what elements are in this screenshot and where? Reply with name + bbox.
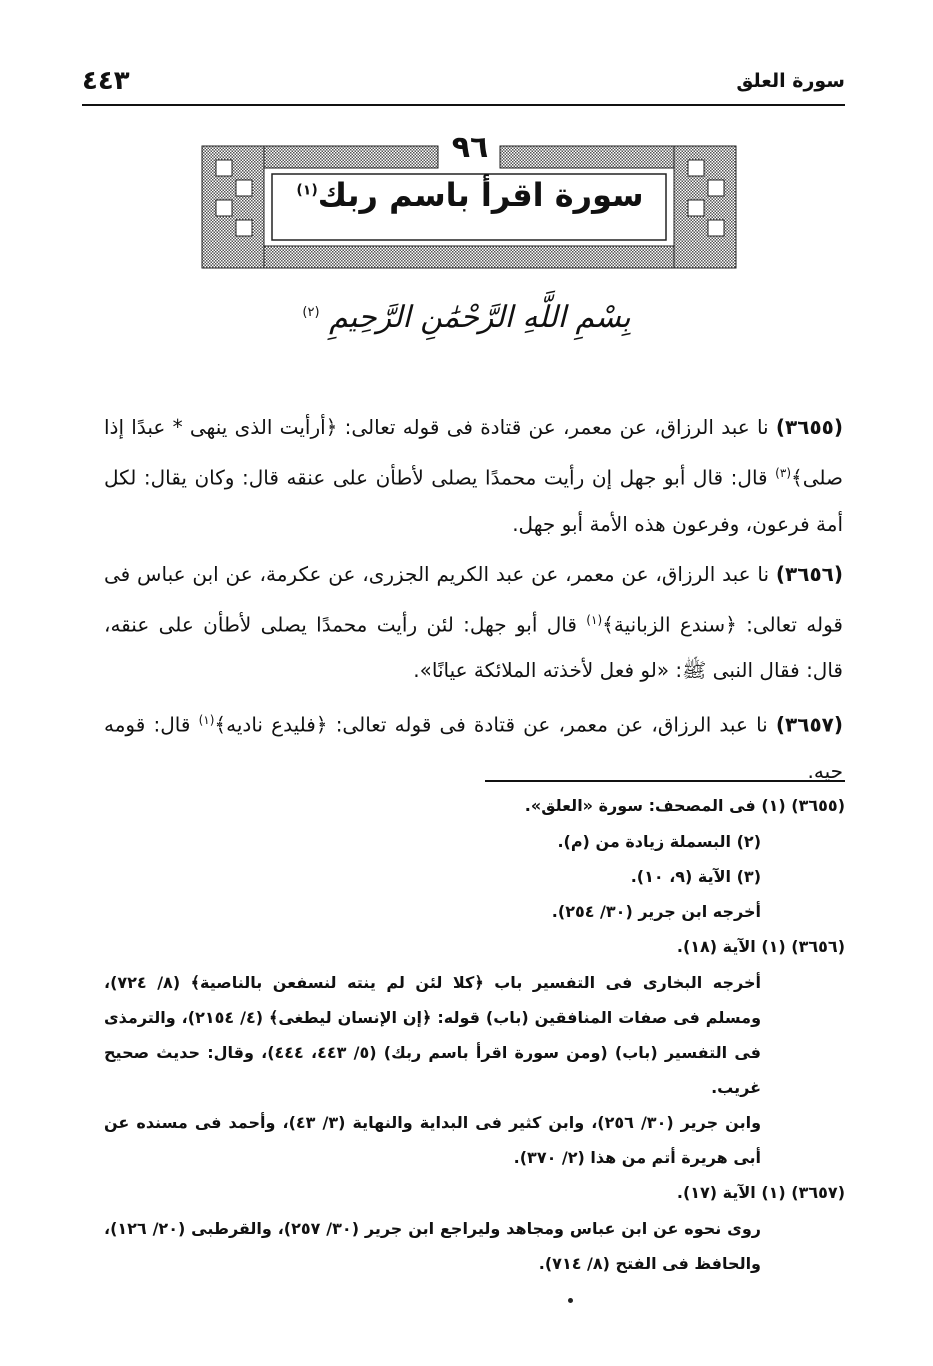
footnote-divider: [485, 780, 845, 782]
note-ref: (٣): [775, 466, 791, 480]
basmala-note-ref: (٢): [302, 305, 320, 320]
main-text: [104, 404, 843, 798]
surah-number: ٩٦: [451, 130, 489, 165]
running-title: سورة العلق: [736, 70, 845, 92]
hadith-text-continued: قال: قال أبو جهل إن رأيت محمدًا يصلى لأطأن على عنقه قال: وكان يقال: لكل أمة فرعون، وفرعون هذه الأمة أبو جهل.: [104, 465, 843, 536]
hadith-text: نا عبد الرزاق، عن معمر، عن عبد الكريم الجزرى، عن عكرمة، عن ابن عباس فى قوله تعالى: ﴿سندع الزبانية﴾: [104, 561, 843, 637]
surah-banner: [200, 128, 740, 270]
hadith-number: (٣٦٥٦): [775, 561, 844, 586]
surah-title-note-ref: (١): [296, 182, 318, 199]
hadith-text-continued: قال أبو جهل: لئن رأيت محمدًا يصلى لأطأن على عنقه، قال: فقال النبى ﷺ: «لو فعل لأخذته الملائكة عيانًا».: [104, 612, 843, 683]
footnote-line: أخرجه ابن جرير (٣٠/ ٢٥٤).: [551, 902, 761, 921]
basmala-text: بِسْمِ اللَّهِ الرَّحْمَٰنِ الرَّحِيمِ: [329, 300, 631, 335]
surah-title-text: سورة اقرأ باسم ربك: [317, 176, 644, 214]
footnote-line: (٣٦٥٦) (١) الآية (١٨).: [676, 937, 845, 956]
footnote-line: أخرجه البخارى فى التفسير باب ﴿كلا لئن لم ينته لنسفعن بالناصية﴾ (٨/ ٧٢٤)، ومسلم فى صفات المنافقين (باب) قوله: ﴿إن الإنسان ليطغى﴾ (٤/ ٢١٥٤)، والترمذى فى التفسير (باب) (ومن سورة اقرأ باسم ربك) (٥/ ٤٤٣، ٤٤٤)، وقال: حديث صحيح غريب.: [104, 973, 762, 1097]
footnote-line: وابن جرير (٣٠/ ٢٥٦)، وابن كثير فى البداية والنهاية (٣/ ٤٣)، وأحمد فى مسنده عن أبى هريرة أتم من هذا (٢/ ٣٧٠).: [104, 1113, 762, 1167]
hadith-number: (٣٦٥٧): [775, 712, 844, 737]
footnote-line: (٣٦٥٧) (١) الآية (١٧).: [676, 1183, 845, 1202]
note-ref: (١): [586, 612, 603, 627]
hadith-paragraph: [104, 404, 843, 547]
page-number: ٤٤٣: [82, 66, 130, 96]
footnote-line: (٢) البسملة زيادة من (م).: [557, 832, 761, 851]
footnotes: [104, 788, 845, 1281]
footnote-line: روى نحوه عن ابن عباس ومجاهد وليراجع ابن جرير (٣٠/ ٢٥٧)، والقرطبى (٢٠/ ١٢٦)، والحافظ فى الفتح (٨/ ٧١٤).: [104, 1219, 761, 1273]
hadith-text-continued: قال: قومه حيه.: [104, 712, 843, 783]
surah-title: [200, 176, 740, 214]
hadith-text: نا عبد الرزاق، عن معمر، عن قتادة فى قوله تعالى: ﴿أرأيت الذى ينهى * عبدًا إذا صلى﴾: [104, 415, 843, 490]
note-ref: (١): [198, 713, 215, 728]
footnote-line: (٣٦٥٥) (١) فى المصحف: سورة «العلق».: [524, 796, 845, 815]
page-mark: [568, 1298, 573, 1303]
basmala: [0, 300, 933, 335]
running-header: [82, 66, 845, 106]
hadith-number: (٣٦٥٥): [775, 415, 844, 439]
footnote-line: (٣) الآية (٩، ١٠).: [630, 867, 761, 886]
hadith-paragraph: [104, 551, 843, 694]
hadith-text: نا عبد الرزاق، عن معمر، عن قتادة فى قوله تعالى: ﴿فليدع ناديه﴾: [214, 712, 768, 737]
